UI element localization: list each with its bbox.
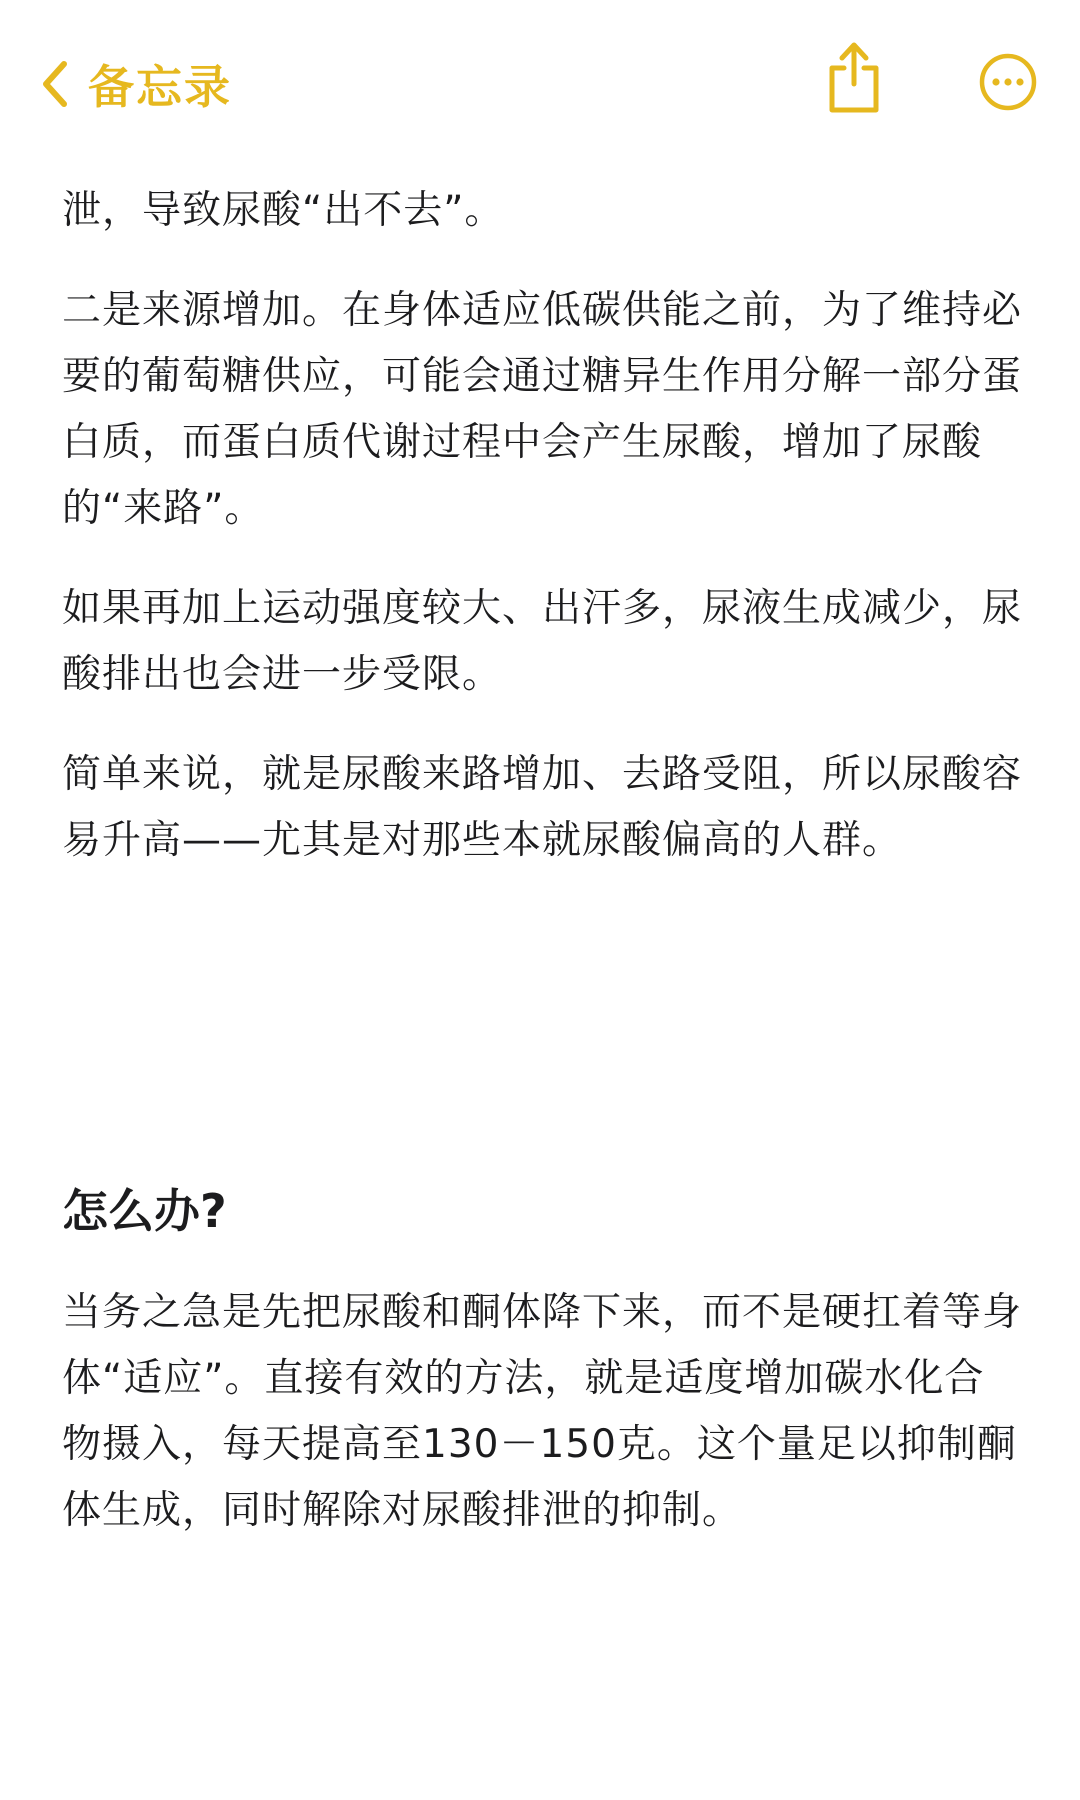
ellipsis-circle-icon — [978, 52, 1038, 112]
note-paragraph: 当务之急是先把尿酸和酮体降下来，而不是硬扛着等身体“适应”。直接有效的方法，就是适度增加碳水化合物摄入，每天提高至130－150克。这个量足以抑制酮体生成，同时解除对尿酸排泄的抑制。 — [62, 1290, 1023, 1533]
note-paragraph: 二是来源增加。在身体适应低碳供能之前，为了维持必要的葡萄糖供应，可能会通过糖异生作用分解一部分蛋白质，而蛋白质代谢过程中会产生尿酸，增加了尿酸的“来路”。 — [62, 288, 1023, 531]
share-button[interactable] — [822, 40, 886, 116]
note-paragraph: 简单来说，就是尿酸来路增加、去路受阻，所以尿酸容易升高——尤其是对那些本就尿酸偏高的人群。 — [62, 752, 1023, 863]
navigation-bar — [0, 0, 1080, 170]
note-paragraph: 泄，导致尿酸“出不去”。 — [62, 188, 505, 233]
chevron-left-icon — [40, 60, 70, 108]
share-icon — [822, 40, 886, 116]
section-heading: 怎么办? — [62, 1184, 227, 1238]
note-paragraph: 如果再加上运动强度较大、出汗多，尿液生成减少，尿酸排出也会进一步受限。 — [62, 586, 1023, 697]
note-body[interactable] — [62, 178, 1022, 1578]
more-button[interactable] — [978, 52, 1038, 112]
blank-space — [62, 908, 1022, 1178]
back-button[interactable] — [40, 48, 232, 120]
back-label: 备忘录 — [88, 60, 232, 114]
